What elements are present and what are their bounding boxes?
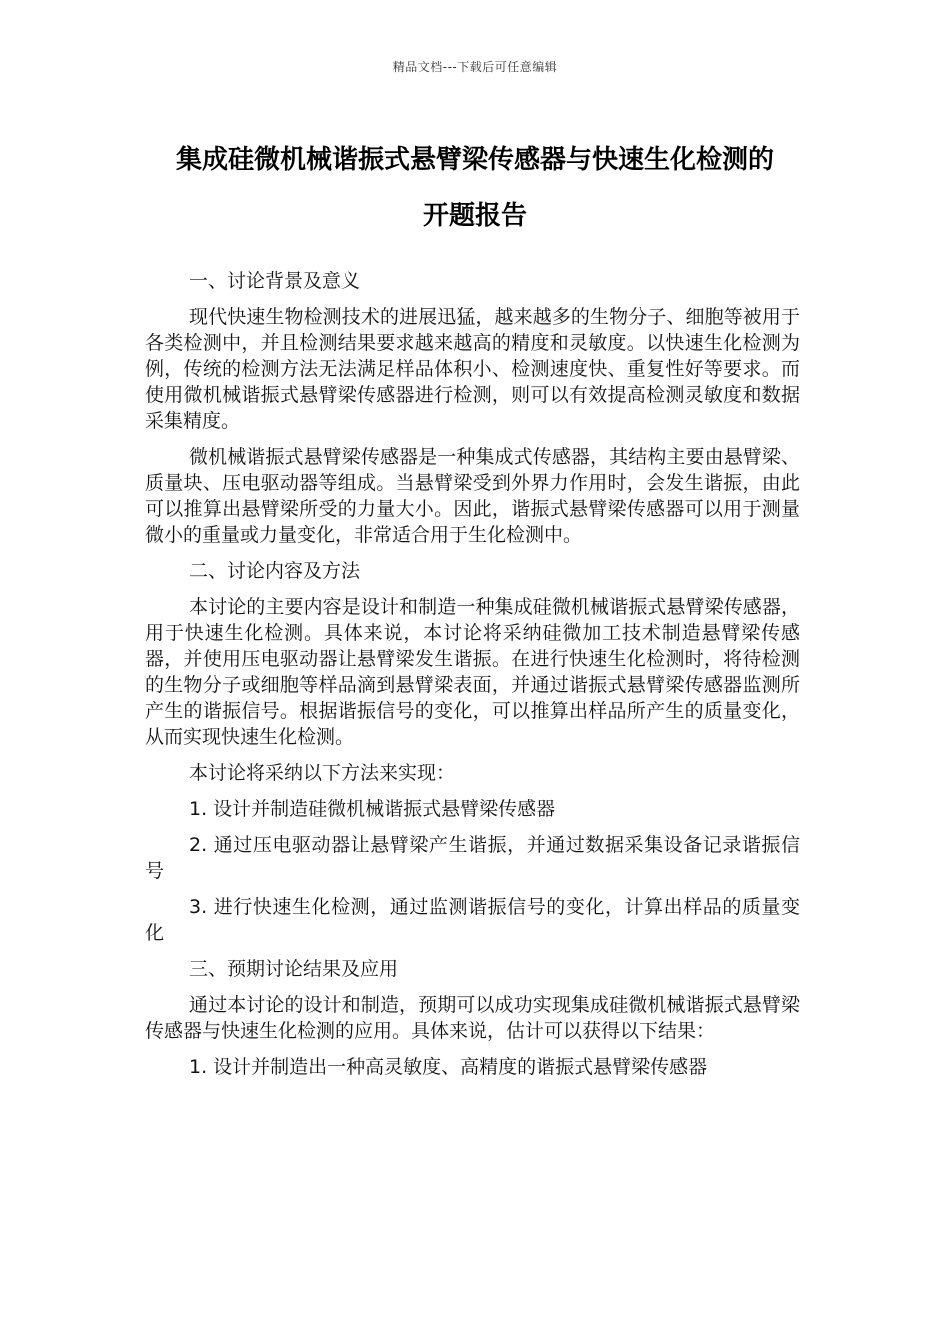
- document-body: [145, 268, 800, 1090]
- section-heading-content-method: 二、讨论内容及方法: [189, 560, 361, 582]
- list-item: 1. 设计并制造出一种高灵敏度、高精度的谐振式悬臂梁传感器: [189, 1056, 708, 1078]
- paragraph: 本讨论将采纳以下方法来实现：: [189, 762, 456, 784]
- list-item: 2. 通过压电驱动器让悬臂梁产生谐振，并通过数据采集设备记录谐振信号: [145, 834, 800, 882]
- title-line-2: 开题报告: [422, 201, 527, 231]
- paragraph: 微机械谐振式悬臂梁传感器是一种集成式传感器，其结构主要由悬臂梁、质量块、压电驱动器等组成。当悬臂梁受到外界力作用时，会发生谐振，由此可以推算出悬臂梁所受的力量大小。因此，谐振式悬臂梁传感器可以用于测量微小的重量或力量变化，非常适合用于生化检测中。: [145, 446, 800, 546]
- paragraph: 现代快速生物检测技术的进展迅猛，越来越多的生物分子、细胞等被用于各类检测中，并且检测结果要求越来越高的精度和灵敏度。以快速生化检测为例，传统的检测方法无法满足样品体积小、检测速度快、重复性好等要求。而使用微机械谐振式悬臂梁传感器进行检测，则可以有效提高检测灵敏度和数据采集精度。: [145, 306, 800, 432]
- title-line-1: 集成硅微机械谐振式悬臂梁传感器与快速生化检测的: [175, 145, 774, 175]
- list-item: 1. 设计并制造硅微机械谐振式悬臂梁传感器: [189, 798, 556, 820]
- section-heading-expected-results: 三、预期讨论结果及应用: [189, 958, 399, 980]
- paragraph: 本讨论的主要内容是设计和制造一种集成硅微机械谐振式悬臂梁传感器，用于快速生化检测。具体来说，本讨论将采纳硅微加工技术制造悬臂梁传感器，并使用压电驱动器让悬臂梁发生谐振。在进行快速生化检测时，将待检测的生物分子或细胞等样品滴到悬臂梁表面，并通过谐振式悬臂梁传感器监测所产生的谐振信号。根据谐振信号的变化，可以推算出样品所产生的质量变化，从而实现快速生化检测。: [145, 596, 800, 748]
- section-heading-background: 一、讨论背景及意义: [189, 270, 361, 292]
- document-title: [120, 132, 830, 244]
- paragraph: 通过本讨论的设计和制造，预期可以成功实现集成硅微机械谐振式悬臂梁传感器与快速生化检测的应用。具体来说，估计可以获得以下结果：: [145, 994, 800, 1042]
- header-note: 精品文档---下载后可任意编辑: [392, 60, 558, 74]
- list-item: 3. 进行快速生化检测，通过监测谐振信号的变化，计算出样品的质量变化: [145, 896, 800, 944]
